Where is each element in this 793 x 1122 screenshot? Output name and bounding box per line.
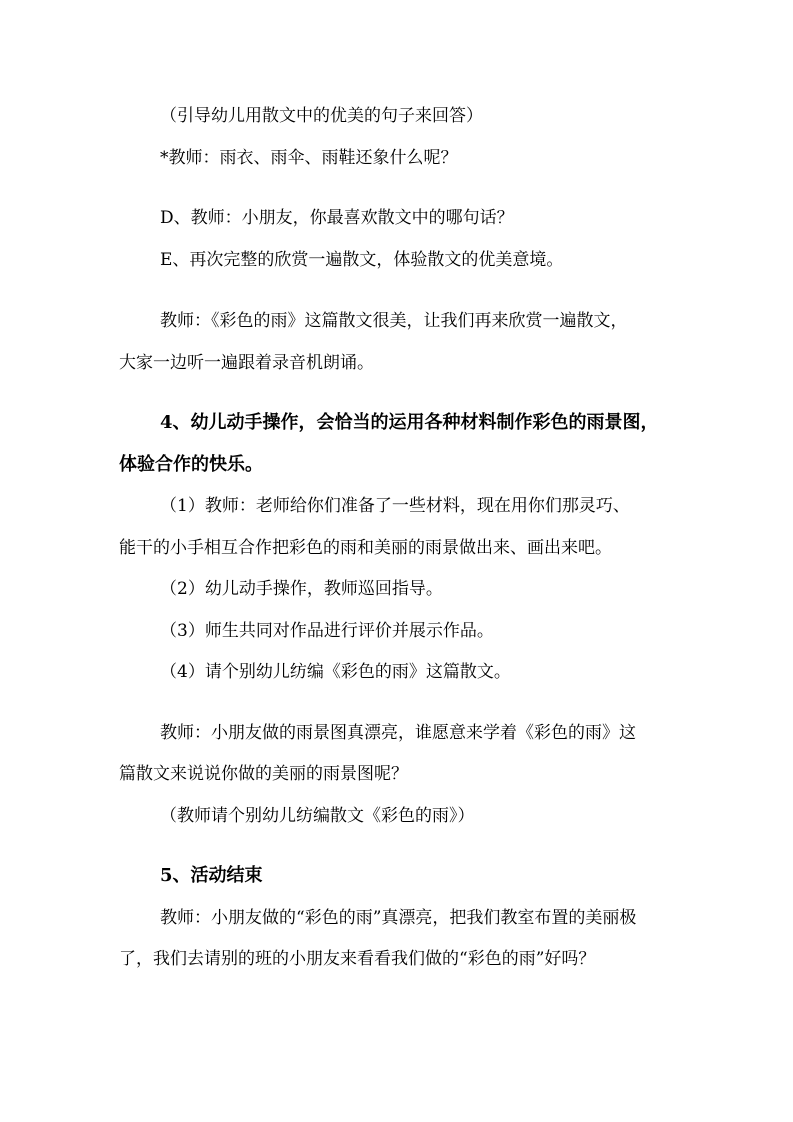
paragraph-line: 大家一边听一遍跟着录音机朗诵。 (119, 353, 374, 373)
paragraph-line: 篇散文来说说你做的美丽的雨景图呢？ (119, 764, 408, 784)
paragraph-line: D、教师：小朋友，你最喜欢散文中的哪句话？ (160, 208, 514, 228)
paragraph-line: 教师：小朋友做的“彩色的雨”真漂亮，把我们教室布置的美丽极 (160, 908, 637, 928)
paragraph-line: （2）幼儿动手操作，教师巡回指导。 (160, 579, 443, 599)
paragraph-line: 了，我们去请别的班的小朋友来看看我们做的“彩色的雨”好吗？ (119, 949, 596, 969)
paragraph-line: *教师：雨衣、雨伞、雨鞋还象什么呢？ (160, 148, 458, 168)
paragraph-line: 教师：《彩色的雨》这篇散文很美，让我们再来欣赏一遍散文， (160, 311, 628, 331)
paragraph-line: （4）请个别幼儿纺编《彩色的雨》这篇散文。 (160, 662, 511, 682)
section-heading: 4、幼儿动手操作，会恰当的运用各种材料制作彩色的雨景图， (160, 412, 659, 433)
paragraph-line: （引导幼儿用散文中的优美的句子来回答） (160, 106, 483, 126)
paragraph-line: 教师：小朋友做的雨景图真漂亮，谁愿意来学着《彩色的雨》这 (160, 723, 636, 743)
paragraph-line: （3）师生共同对作品进行评价并展示作品。 (160, 621, 494, 641)
paragraph-line: 能干的小手相互合作把彩色的雨和美丽的雨景做出来、画出来吧。 (119, 538, 612, 558)
section-heading: 体验合作的快乐。 (119, 454, 263, 475)
paragraph-line: E、再次完整的欣赏一遍散文，体验散文的优美意境。 (160, 250, 564, 270)
paragraph-line: （教师请个别幼儿纺编散文《彩色的雨》） (160, 806, 475, 826)
section-heading: 5、活动结束 (160, 865, 263, 886)
paragraph-line: （1）教师：老师给你们准备了一些材料，现在用你们那灵巧、 (160, 496, 630, 516)
